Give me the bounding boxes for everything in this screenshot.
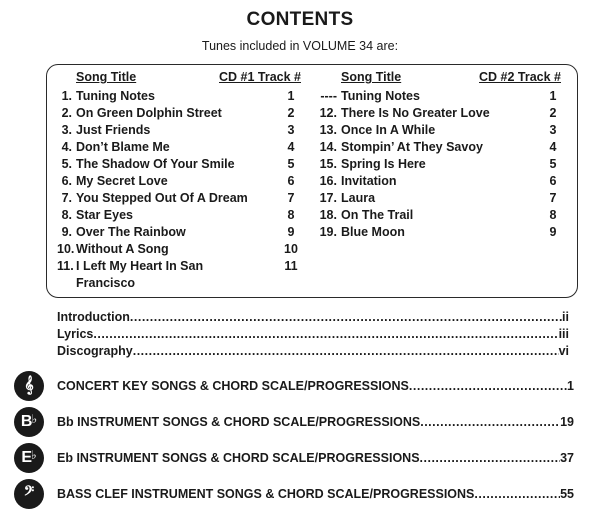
cd-track-number: 1: [549, 89, 557, 103]
song-title: On The Trail: [341, 208, 414, 222]
cd-track-number: 4: [549, 140, 557, 154]
track-list-item: [57, 105, 311, 122]
cd2-track-list: [317, 88, 571, 241]
track-number: 13.: [319, 123, 337, 137]
song-title: Blue Moon: [341, 225, 405, 239]
flat-sign-glyph: ♭: [31, 412, 38, 426]
track-number: 10.: [57, 242, 75, 256]
track-number: 19.: [319, 225, 337, 239]
toc-page-number: ii: [562, 310, 569, 324]
section-page-number: 19: [560, 415, 574, 429]
track-list-item: [57, 139, 311, 156]
track-list-item: [57, 207, 311, 224]
track-list-item: [317, 224, 571, 241]
b-flat-icon: [14, 407, 44, 437]
toc-entry-introduction[interactable]: [57, 309, 569, 326]
section-list: [14, 371, 574, 515]
song-title: Once In A While: [341, 123, 436, 137]
track-list-item: [317, 173, 571, 190]
track-number: 14.: [319, 140, 337, 154]
section-row: [57, 486, 574, 503]
track-list-item: [57, 190, 311, 207]
track-number: 17.: [319, 191, 337, 205]
section-entry[interactable]: [14, 443, 574, 479]
song-title: Invitation: [341, 174, 397, 188]
page-subtitle: Tunes included in VOLUME 34 are:: [201, 39, 399, 53]
section-entry[interactable]: [14, 479, 574, 515]
track-number: 11.: [57, 259, 74, 273]
song-title: Tuning Notes: [341, 89, 420, 103]
cd-track-number: 1: [287, 89, 295, 103]
cd2-header: [317, 70, 571, 88]
cd-track-number: 2: [549, 106, 557, 120]
song-title-header: Song Title: [76, 70, 137, 84]
song-title: Tuning Notes: [76, 89, 155, 103]
song-title: Without A Song: [76, 242, 169, 256]
track-list-item: [317, 156, 571, 173]
cd-track-number: 3: [287, 123, 295, 137]
section-row: [57, 378, 574, 395]
dot-leader: [93, 326, 558, 343]
track-number: 15.: [319, 157, 337, 171]
cd-track-number: 2: [287, 106, 295, 120]
track-list-item: [317, 105, 571, 122]
song-title: The Shadow Of Your Smile: [76, 157, 235, 171]
cd-track-number: 5: [287, 157, 295, 171]
emblem-glyph: B: [20, 413, 33, 430]
emblem-glyph: 𝄞: [24, 377, 34, 394]
cd-track-number: 10: [284, 242, 298, 256]
cd-track-number: 8: [549, 208, 557, 222]
track-list-item: [57, 258, 311, 292]
section-label: CONCERT KEY SONGS & CHORD SCALE/PROGRESSIONS: [57, 379, 409, 393]
cd-track-number: 9: [287, 225, 295, 239]
section-page-number: 1: [567, 379, 574, 393]
section-label: Bb INSTRUMENT SONGS & CHORD SCALE/PROGRESSIONS: [57, 415, 421, 429]
toc-entry-label: Discography: [57, 344, 133, 358]
track-list-item: [317, 122, 571, 139]
song-title-header: Song Title: [341, 70, 402, 84]
track-list-item: [317, 207, 571, 224]
section-entry[interactable]: [14, 371, 574, 407]
cd-track-number: 7: [549, 191, 557, 205]
cd-track-header: CD #2 Track #: [479, 70, 561, 84]
section-page-number: 37: [560, 451, 574, 465]
dot-leader: [420, 414, 560, 431]
dot-leader: [130, 309, 562, 326]
track-list-item: [57, 173, 311, 190]
section-row: [57, 414, 574, 431]
cd-track-number: 9: [549, 225, 557, 239]
track-list-item: [57, 122, 311, 139]
cd-track-number: 7: [287, 191, 295, 205]
toc-entry-lyrics[interactable]: [57, 326, 569, 343]
song-title: Stompin’ At They Savoy: [341, 140, 483, 154]
track-number: 8.: [61, 208, 72, 222]
track-list-item: [57, 241, 311, 258]
track-number: 7.: [61, 191, 72, 205]
song-title: I Left My Heart In San Francisco: [76, 259, 204, 290]
track-number: 5.: [61, 157, 72, 171]
section-label: BASS CLEF INSTRUMENT SONGS & CHORD SCALE/PROGRESSIONS: [57, 487, 475, 501]
cd-track-number: 8: [287, 208, 295, 222]
section-entry[interactable]: [14, 407, 574, 443]
section-row: [57, 450, 574, 467]
track-number: 6.: [61, 174, 72, 188]
song-title: Over The Rainbow: [76, 225, 186, 239]
toc-entry-label: Lyrics: [57, 327, 94, 341]
track-list-box: [46, 64, 578, 298]
cd-track-number: 6: [549, 174, 557, 188]
cd-track-number: 5: [549, 157, 557, 171]
track-list-item: [317, 139, 571, 156]
section-page-number: 55: [560, 487, 574, 501]
cd-track-number: 11: [284, 259, 298, 273]
track-number: 4.: [61, 140, 72, 154]
song-title: My Secret Love: [76, 174, 168, 188]
cd-track-number: 6: [287, 174, 295, 188]
song-title: Don’t Blame Me: [76, 140, 170, 154]
track-number: 3.: [61, 123, 72, 137]
dot-leader: [133, 343, 559, 360]
song-title: Star Eyes: [76, 208, 133, 222]
e-flat-icon: [14, 443, 44, 473]
page-title: CONTENTS: [246, 9, 354, 30]
flat-sign-glyph: ♭: [31, 448, 37, 462]
toc-page-number: iii: [558, 327, 569, 341]
track-number: 18.: [319, 208, 337, 222]
track-number: 1.: [61, 89, 72, 103]
cd1-header: [57, 70, 311, 88]
track-list-item: [57, 156, 311, 173]
track-list-item: [57, 88, 311, 105]
track-list-item: [317, 88, 571, 105]
dot-leader: [474, 486, 560, 503]
front-matter-toc: [57, 309, 569, 360]
song-title: On Green Dolphin Street: [76, 106, 222, 120]
track-list-item: [57, 224, 311, 241]
bass-clef-icon: [14, 479, 44, 509]
track-number: 9.: [61, 225, 72, 239]
section-label: Eb INSTRUMENT SONGS & CHORD SCALE/PROGRESSIONS: [57, 451, 420, 465]
song-title: There Is No Greater Love: [341, 106, 490, 120]
cd-track-number: 4: [287, 140, 295, 154]
track-number: ----: [320, 89, 337, 103]
dot-leader: [409, 378, 567, 395]
track-number: 16.: [319, 174, 337, 188]
track-number: 12.: [319, 106, 337, 120]
cd1-track-list: [57, 88, 311, 292]
cd-track-header: CD #1 Track #: [219, 70, 301, 84]
dot-leader: [420, 450, 561, 467]
song-title: Spring Is Here: [341, 157, 426, 171]
emblem-glyph: 𝄢: [23, 485, 35, 502]
toc-entry-label: Introduction: [57, 310, 130, 324]
emblem-glyph: E: [21, 449, 32, 466]
song-title: You Stepped Out Of A Dream: [76, 191, 248, 205]
track-list-item: [317, 190, 571, 207]
track-number: 2.: [61, 106, 72, 120]
cd-track-number: 3: [549, 123, 557, 137]
song-title: Laura: [341, 191, 376, 205]
cd1-column: [57, 70, 311, 292]
toc-entry-discography[interactable]: [57, 343, 569, 360]
song-title: Just Friends: [76, 123, 151, 137]
toc-page-number: vi: [558, 344, 569, 358]
cd2-column: [317, 70, 571, 241]
treble-clef-icon: [14, 371, 44, 401]
